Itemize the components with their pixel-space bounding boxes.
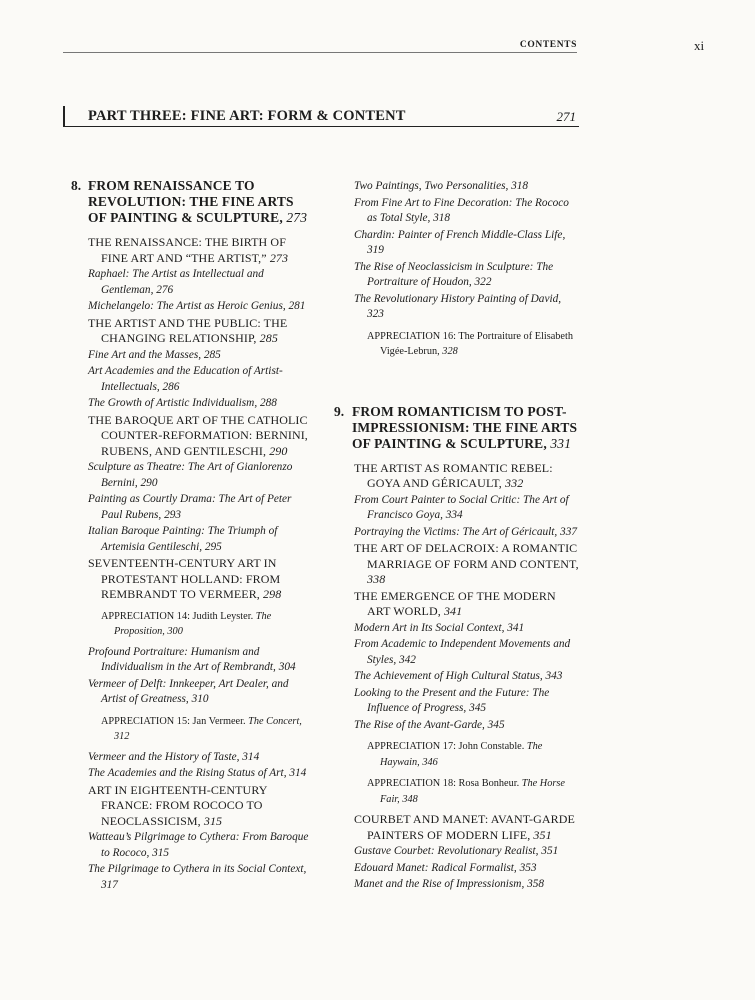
toc-subsection: Portraying the Victims: The Art of Géricault, 337 (354, 525, 577, 538)
right-column (334, 178, 579, 893)
toc-section (88, 783, 313, 830)
chapter-heading (68, 178, 313, 226)
toc-section-title: THE RENAISSANCE: THE BIRTH OF FINE ART AND “THE ARTIST,” (88, 235, 286, 265)
toc-page-number: 346 (422, 756, 438, 768)
chapter-number: 9. (334, 403, 345, 419)
toc-subsection: Profound Portraiture: Humanism and Individualism in the Art of Rembrandt, 304 (88, 645, 296, 673)
toc-appreciation (367, 329, 579, 360)
toc-section-title: COURBET AND MANET: AVANT-GARDE PAINTERS OF MODERN LIFE, (354, 812, 575, 842)
toc-subsection: Raphael: The Artist as Intellectual and Gentleman, 276 (88, 268, 264, 296)
toc-subsection: The Growth of Artistic Individualism, 288 (88, 397, 277, 409)
toc-section-title: THE EMERGENCE OF THE MODERN ART WORLD, (354, 588, 556, 618)
toc-section-title: THE ART OF DELACROIX: A ROMANTIC MARRIAGE OF FORM AND CONTENT, (354, 541, 579, 571)
toc-appreciation (101, 609, 313, 640)
running-head: CONTENTS (519, 40, 577, 50)
part-page-number: 271 (556, 109, 576, 124)
toc-section (88, 556, 313, 603)
toc-subsection: Vermeer of Delft: Innkeeper, Art Dealer, and Artist of Greatness, 310 (88, 677, 289, 705)
toc-subsection: Painting as Courtly Drama: The Art of Peter Paul Rubens, 293 (88, 493, 292, 521)
toc-subsection: The Achievement of High Cultural Status, 343 (354, 670, 563, 682)
chapter-title (352, 404, 579, 452)
toc-subsection: Sculpture as Theatre: The Art of Gianlorenzo Bernini, 290 (88, 461, 293, 489)
toc-section (354, 541, 579, 588)
toc-subsection: From Fine Art to Fine Decoration: The Rococo as Total Style, 318 (354, 196, 569, 224)
toc-page-number: 341 (443, 604, 463, 618)
appreciation-work-title: The Haywain, (380, 741, 543, 768)
toc-page-number: 351 (533, 827, 552, 842)
part-title: PART THREE: FINE ART: FORM & CONTENT (88, 108, 406, 124)
toc-page-number: 273 (269, 250, 289, 265)
appreciation-label: APPRECIATION 18: Rosa Bonheur. (367, 778, 520, 789)
toc-subsection: Manet and the Rise of Impressionism, 358 (354, 878, 545, 890)
toc-section (88, 235, 313, 266)
chapter-number: 8. (71, 178, 82, 193)
toc-subsection: Fine Art and the Masses, 285 (88, 348, 221, 361)
toc-page-number: 328 (442, 346, 458, 357)
toc-section-title: THE BAROQUE ART OF THE CATHOLIC COUNTER-REFORMATION: BERNINI, RUBENS, AND GENTILESCHI, (88, 412, 308, 458)
toc-section (88, 316, 313, 347)
toc-subsection: From Court Painter to Social Critic: The Art of Francisco Goya, 334 (354, 493, 569, 521)
toc-subsection: Edouard Manet: Radical Formalist, 353 (354, 861, 537, 874)
toc-subsection: Italian Baroque Painting: The Triumph of Artemisia Gentileschi, 295 (88, 525, 278, 553)
toc-section (88, 413, 313, 460)
chapter-entries (68, 235, 313, 893)
toc-subsection: Looking to the Present and the Future: The Influence of Progress, 345 (354, 686, 550, 714)
toc-subsection: Vermeer and the History of Taste, 314 (88, 750, 260, 763)
toc-section (354, 812, 579, 843)
toc-page-number: 290 (269, 443, 288, 458)
toc-subsection: Michelangelo: The Artist as Heroic Genius, 281 (88, 300, 306, 312)
toc-appreciation (101, 714, 313, 745)
toc-page-number: 332 (505, 476, 524, 490)
toc-subsection: From Academic to Independent Movements and Styles, 342 (354, 638, 571, 666)
toc-section-title: THE ARTIST AND THE PUBLIC: THE CHANGING RELATIONSHIP, (88, 315, 288, 345)
toc-page-number: 300 (167, 626, 183, 637)
toc-section (354, 589, 579, 620)
toc-page-number: 312 (114, 731, 130, 742)
toc-page-number: 338 (367, 572, 386, 586)
toc-subsection: The Rise of Neoclassicism in Sculpture: The Portraiture of Houdon, 322 (354, 260, 554, 288)
appreciation-work-title: The Proposition, (114, 610, 272, 637)
toc-page-number: 285 (259, 331, 278, 345)
toc-page-number: 298 (263, 587, 282, 601)
appreciation-label: APPRECIATION 14: Judith Leyster. (101, 610, 254, 622)
toc-appreciation (367, 739, 579, 770)
appreciation-label: APPRECIATION 17: John Constable. (367, 741, 525, 752)
chapter-heading (334, 404, 579, 452)
toc-subsection: Art Academies and the Education of Artist-Intellectuals, 286 (88, 365, 283, 393)
header-rule (63, 52, 577, 53)
toc-subsection: The Academies and the Rising Status of Art, 314 (88, 767, 307, 779)
left-column (68, 178, 313, 893)
chapter-page: 331 (550, 435, 572, 451)
toc-subsection: Chardin: Painter of French Middle-Class Life, 319 (354, 228, 566, 256)
chapter-title (88, 178, 313, 226)
toc-subsection: The Rise of the Avant-Garde, 345 (354, 718, 505, 731)
appreciation-work-title: The Concert, (248, 715, 302, 727)
toc-subsection: The Revolutionary History Painting of David, 323 (354, 292, 562, 320)
toc-page-number: 315 (203, 813, 223, 828)
toc-subsection: The Pilgrimage to Cythera in its Social Context, 317 (88, 863, 307, 891)
chapter-title-text: FROM ROMANTICISM TO POST-IMPRESSIONISM: THE FINE ARTS OF PAINTING & SCULPTURE, (352, 403, 578, 451)
toc-subsection: Watteau’s Pilgrimage to Cythera: From Baroque to Rococo, 315 (88, 831, 309, 859)
toc-subsection: Two Paintings, Two Personalities, 318 (354, 180, 529, 192)
appreciation-work-title: The Horse Fair, (380, 778, 565, 805)
chapter-title-text: FROM RENAISSANCE TO REVOLUTION: THE FINE ARTS OF PAINTING & SCULPTURE, (88, 178, 294, 225)
chapter-page: 273 (286, 210, 308, 225)
toc-subsection: Modern Art in Its Social Context, 341 (354, 621, 525, 634)
toc-section (354, 461, 579, 492)
page-number: xi (694, 38, 705, 53)
toc-subsection: Gustave Courbet: Revolutionary Realist, 351 (354, 845, 559, 857)
chapter-entries (334, 461, 579, 893)
toc-section-title: ART IN EIGHTEENTH-CENTURY FRANCE: FROM ROCOCO TO NEOCLASSICISM, (88, 782, 268, 828)
toc-appreciation (367, 776, 579, 807)
toc-page-number: 348 (402, 793, 418, 805)
appreciation-label: APPRECIATION 16: The Portraiture of Elisabeth Vigée-Lebrun, (367, 330, 574, 357)
appreciation-label: APPRECIATION 15: Jan Vermeer. (101, 715, 246, 727)
toc-section-title: SEVENTEENTH-CENTURY ART IN PROTESTANT HOLLAND: FROM REMBRANDT TO VERMEER, (88, 556, 281, 601)
toc-section-title: THE ARTIST AS ROMANTIC REBEL: GOYA AND GÉRICAULT, (354, 460, 553, 490)
chapter-entries (334, 179, 579, 360)
